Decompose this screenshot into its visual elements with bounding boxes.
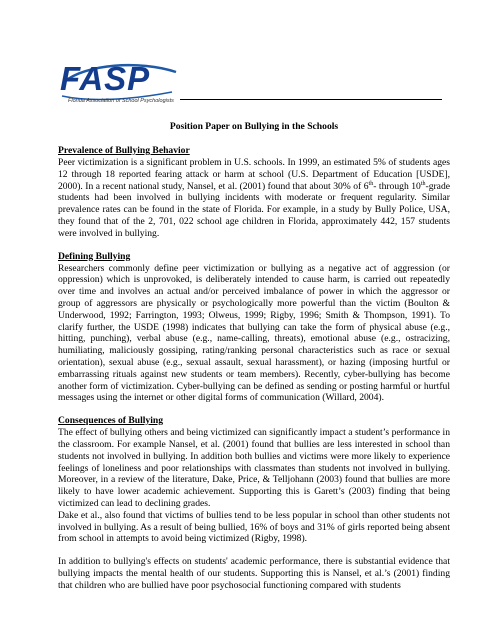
paragraph-consequences-2: Dake et al., also found that victims of bullies tend to be less popular in school than other students not involved in bullying. As a result of being bullied, 16% of boys and 31% of girls reported being absent from school in attempts to avoid being victimized (Rigby, 1998). [58, 509, 450, 545]
section-heading-consequences: Consequences of Bullying [58, 415, 164, 427]
paragraph-prevalence: Peer victimization is a significant problem in U.S. schools. In 1999, an estimated 5% of students ages 12 through 18 reported fearing attack or harm at school (U.S. Department of Education [USDE], 2000). In a recent national study, Nansel, et al. (2001) found that about 30% of 6th- through 10th-grade students had been involved in bullying incidents with moderate or frequent regularity. Similar prevalence rates can be found in the state of Florida. For example, in a study by Bully Police, USA, they found that of the 2, 701, 022 school age children in Florida, approximately 442, 157 students were involved in bullying. [58, 157, 450, 239]
section-heading-prevalence: Prevalence of Bullying Behavior [58, 145, 190, 156]
paragraph-mental-health: In addition to bullying's effects on students' academic performance, there is substantial evidence that bullying impacts the mental health of our students. Supporting this is Nansel, et al.’s (2001) finding that children who are bullied have poor psychosocial functioning compared with students [58, 556, 450, 591]
logo-wordmark: FASP [60, 60, 151, 97]
fasp-logo [60, 62, 180, 106]
logo-tagline: Florida Association of School Psychologists [68, 98, 174, 104]
header-rule [180, 99, 442, 100]
page-title: Position Paper on Bullying in the Schools [169, 121, 339, 132]
paragraph-defining: Researchers commonly define peer victimization or bullying as a negative act of aggression (or oppression) which is unprovoked, is deliberately intended to cause harm, is carried out repeatedly over time and involves an actual and/or perceived imbalance of power in which the aggressor or group of aggressors are physically or psychologically more powerful than the victim (Boulton & Underwood, 1992; Farrington, 1993; Olweus, 1999; Rigby, 1996; Smith & Thompson, 1991). To clarify further, the USDE (1998) indicates that bullying can take the form of physical abuse (e.g., hitting, punching), verbal abuse (e.g., name-calling, threats), emotional abuse (e.g., ostracizing, humiliating, maliciously gossiping, rating/ranking personal characteristics such as race or sexual orientation), sexual abuse (e.g., sexual assault, sexual harassment), or hazing (imposing hurtful or embarrassing rituals against new students or team members). Recently, cyber-bullying has become another form of victimization. Cyber-bullying can be defined as sending or posting harmful or hurtful messages using the internet or other digital forms of communication (Willard, 2004). [58, 262, 450, 404]
document-body [58, 121, 450, 592]
paragraph-consequences-1: The effect of bullying others and being victimized can significantly impact a student’s performance in the classroom. For example Nansel, et al. (2001) found that bullies are less interested in school than students not involved in bullying. In addition both bullies and victims were more likely to experience feelings of loneliness and poor relationships with classmates than students not involved in bullying. Moreover, in a review of the literature, Dake, Price, & Telljohann (2003) found that bullies are more likely to have lower academic achievement. Supporting this is Garett’s (2003) finding that being victimized can lead to declining grades. [58, 427, 450, 509]
section-heading-defining: Defining Bullying [58, 250, 131, 262]
